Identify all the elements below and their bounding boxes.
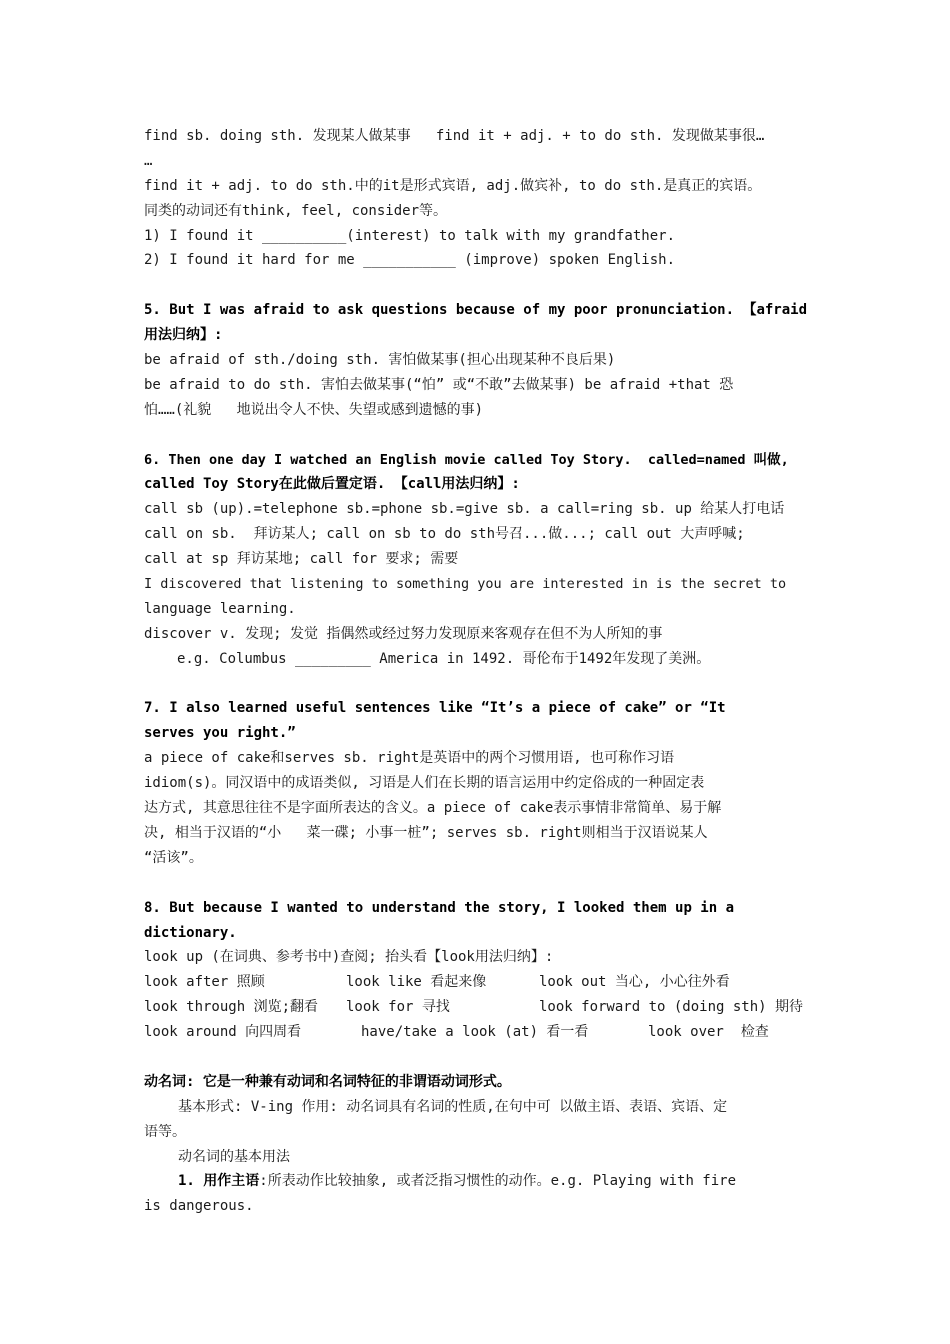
phrase: look like 看起来像 xyxy=(346,974,487,991)
text-line: is dangerous. xyxy=(144,1198,254,1215)
phrase: look for 寻找 xyxy=(346,999,450,1016)
text-line: idiom(s)。同汉语中的成语类似, 习语是人们在长期的语言运用中约定俗成的一种固定表 xyxy=(144,775,705,792)
text-line: language learning. xyxy=(144,600,296,617)
text-line: find it + adj. to do sth.中的it是形式宾语, adj.做宾补, to do sth.是真正的宾语。 xyxy=(144,177,762,194)
text-line: call on sb. 拜访某人; call on sb to do sth号召...做...; call out 大声呼喊; xyxy=(144,526,745,543)
text-line: 同类的动词还有think, feel, consider等。 xyxy=(144,202,448,219)
text-line xyxy=(144,1169,808,1194)
usage-text: :所表动作比较抽象, 或者泛指习惯性的动作。e.g. Playing with fire xyxy=(259,1173,737,1190)
document-page xyxy=(144,124,808,1219)
phrase: look through 浏览;翻看 xyxy=(144,999,319,1016)
phrase-row xyxy=(144,970,808,995)
phrase: look around 向四周看 xyxy=(144,1024,302,1041)
exercise-line: 2) I found it hard for me ___________ (improve) spoken English. xyxy=(144,252,676,269)
text-line: discover v. 发现; 发觉 指偶然或经过努力发现原来客观存在但不为人所知的事 xyxy=(144,625,663,642)
section-5-title: 用法归纳】: xyxy=(144,327,223,344)
exercise-line: 1) I found it __________(interest) to talk with my grandfather. xyxy=(144,227,676,244)
text-line: “活该”。 xyxy=(144,849,203,866)
text-line: 动名词的基本用法 xyxy=(178,1148,290,1165)
text-line: … xyxy=(144,152,153,169)
text-line: 基本形式: V-ing 作用: 动名词具有名词的性质,在句中可 以做主语、表语、宾语、定 xyxy=(178,1098,728,1115)
text-line: 怕……(礼貌 地说出令人不快、失望或感到遗憾的事) xyxy=(144,401,483,418)
example-line: e.g. Columbus _________ America in 1492. 哥伦布于1492年发现了美洲。 xyxy=(177,650,711,667)
phrase-row xyxy=(144,1020,808,1045)
section-7-title: serves you right.” xyxy=(144,725,296,742)
section-6-title: called Toy Story在此做后置定语. 【call用法归纳】: xyxy=(144,476,520,493)
text-line: 语等。 xyxy=(144,1123,186,1140)
phrase: look after 照顾 xyxy=(144,974,265,991)
section-7-title: 7. I also learned useful sentences like “It’s a piece of cake” or “It xyxy=(144,700,726,717)
phrase: look forward to (doing sth) 期待 xyxy=(539,999,804,1016)
gerund-title: 动名词: 它是一种兼有动词和名词特征的非谓语动词形式。 xyxy=(144,1073,511,1090)
text-line: call sb (up).=telephone sb.=phone sb.=give sb. a call=ring sb. up 给某人打电话 xyxy=(144,501,785,518)
section-5-title: 5. But I was afraid to ask questions because of my poor pronunciation. 【afraid xyxy=(144,302,808,319)
text-line: I discovered that listening to something you are interested in is the secret to xyxy=(144,576,787,593)
text-line: 达方式, 其意思往往不是字面所表达的含义。a piece of cake表示事情非常简单、易于解 xyxy=(144,800,722,817)
section-8-title: dictionary. xyxy=(144,924,237,941)
text-line: find sb. doing sth. 发现某人做某事 find it + adj. + to do sth. 发现做某事很… xyxy=(144,128,765,144)
text-line: a piece of cake和serves sb. right是英语中的两个习惯用语, 也可称作习语 xyxy=(144,750,675,767)
phrase-row xyxy=(144,995,808,1020)
text-line: be afraid of sth./doing sth. 害怕做某事(担心出现某种不良后果) xyxy=(144,352,616,369)
usage-label: 1. 用作主语 xyxy=(178,1173,260,1190)
phrase: have/take a look (at) 看一看 xyxy=(361,1024,589,1041)
section-6-title: 6. Then one day I watched an English movie called Toy Story. called=named 叫做, xyxy=(144,451,789,468)
text-line: call at sp 拜访某地; call for 要求; 需要 xyxy=(144,551,459,568)
text-line: be afraid to do sth. 害怕去做某事(“怕” 或“不敢”去做某事) be afraid +that 恐 xyxy=(144,376,734,393)
text-line: look up (在词典、参考书中)查阅; 抬头看【look用法归纳】: xyxy=(144,949,554,966)
text-line: 决, 相当于汉语的“小 菜一碟; 小事一桩”; serves sb. right则相当于汉语说某人 xyxy=(144,824,708,841)
phrase: look out 当心, 小心往外看 xyxy=(539,974,730,991)
phrase: look over 检查 xyxy=(648,1024,769,1041)
section-8-title: 8. But because I wanted to understand the story, I looked them up in a xyxy=(144,899,735,916)
